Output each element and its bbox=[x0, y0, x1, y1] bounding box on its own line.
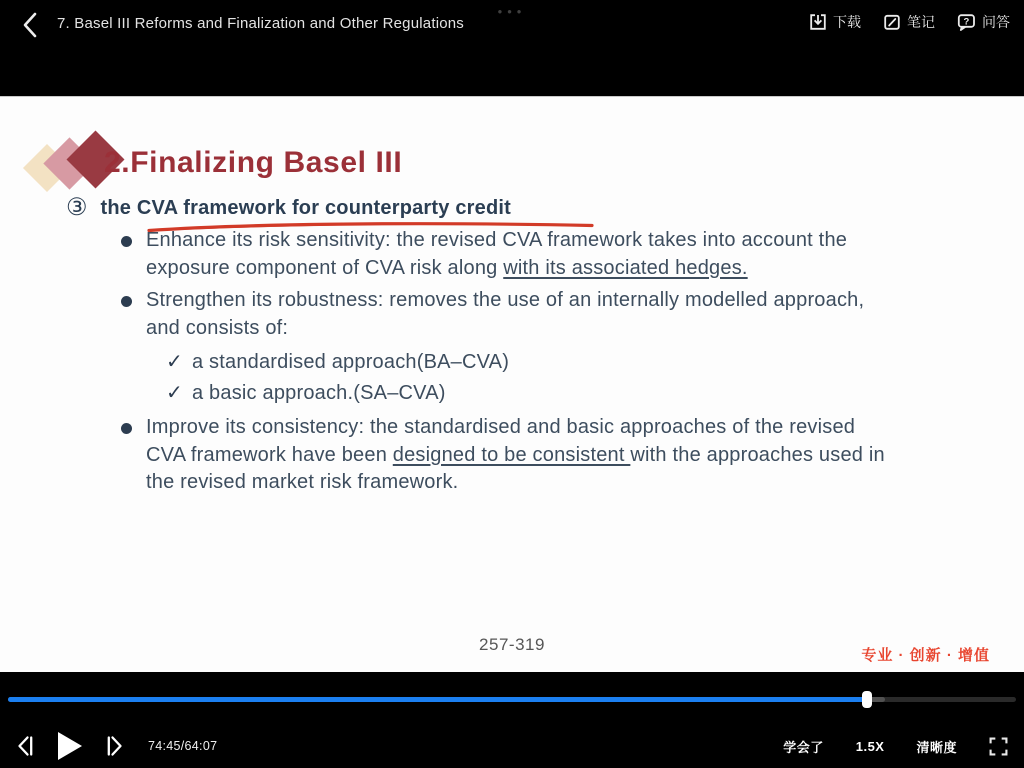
video-title: 7. Basel III Reforms and Finalization and Other Regulations bbox=[57, 15, 465, 32]
bullet-icon bbox=[121, 296, 132, 307]
skip-previous-icon bbox=[16, 735, 34, 757]
next-button[interactable] bbox=[106, 735, 124, 757]
skip-next-icon bbox=[106, 735, 124, 757]
progress-bar[interactable] bbox=[8, 697, 1016, 702]
slide-heading-row bbox=[66, 196, 511, 220]
qa-label: 问答 bbox=[982, 14, 1010, 30]
bullet1-text: Enhance its risk sensitivity: the revised CVA framework takes into account the exposure component of CVA risk along bbox=[146, 229, 848, 279]
play-icon bbox=[58, 732, 82, 760]
bullet1-underlined-text: with its associated hedges. bbox=[503, 256, 748, 279]
top-bar bbox=[0, 0, 1024, 96]
learned-button[interactable]: 学会了 bbox=[783, 739, 824, 755]
download-button[interactable] bbox=[809, 12, 861, 32]
bullet-icon bbox=[121, 423, 132, 434]
download-icon bbox=[809, 13, 827, 31]
bullet3-text: Improve its consistency: the standardised and basic approaches of the revised CVA framework have been bbox=[146, 416, 856, 466]
bullet-icon bbox=[121, 236, 132, 247]
notes-label: 笔记 bbox=[907, 14, 935, 30]
notes-button[interactable] bbox=[883, 12, 935, 32]
qa-button[interactable] bbox=[957, 12, 1010, 32]
top-actions bbox=[809, 12, 1010, 32]
progress-handle[interactable] bbox=[862, 691, 872, 708]
time-display: 74:45/64:07 bbox=[148, 739, 218, 753]
play-button[interactable] bbox=[58, 732, 82, 760]
video-slide-area[interactable] bbox=[0, 96, 1024, 672]
check-item-1 bbox=[119, 347, 894, 378]
bullet-item-2 bbox=[119, 287, 894, 342]
check-list bbox=[119, 347, 894, 409]
slide-heading: the CVA framework for counterparty credit bbox=[100, 196, 512, 219]
check-icon: ✓ bbox=[166, 351, 183, 373]
page-number: 257-319 bbox=[479, 635, 545, 654]
svg-text:?: ? bbox=[963, 15, 970, 27]
slide-body bbox=[119, 227, 894, 502]
circled-three-icon: ③ bbox=[66, 194, 88, 221]
controls-right bbox=[783, 724, 1008, 768]
note-pencil-icon bbox=[883, 13, 901, 31]
more-dots-indicator: ••• bbox=[497, 4, 527, 19]
bullet2-text: Strengthen its robustness: removes the use of an internally modelled approach, and consists of: bbox=[146, 289, 865, 339]
brand-slogan: 专业 · 创新 · 增值 bbox=[861, 647, 990, 664]
fullscreen-icon bbox=[989, 737, 1008, 756]
check-item-2 bbox=[119, 378, 894, 409]
check1-text: a standardised approach(BA–CVA) bbox=[191, 351, 510, 373]
previous-button[interactable] bbox=[16, 735, 34, 757]
bullet3-underlined-text: designed to be consistent bbox=[392, 443, 631, 466]
bullet-item-3 bbox=[119, 414, 894, 497]
controls-left bbox=[16, 724, 217, 768]
bullet3-text-after: with the approaches used in the revised market risk framework. bbox=[146, 443, 885, 493]
check2-text: a basic approach.(SA–CVA) bbox=[191, 382, 446, 404]
check-icon: ✓ bbox=[166, 382, 183, 404]
fullscreen-button[interactable] bbox=[989, 737, 1008, 756]
playback-speed-button[interactable]: 1.5X bbox=[855, 738, 885, 754]
download-label: 下载 bbox=[833, 14, 861, 30]
slide-title: 2.Finalizing Basel III bbox=[104, 146, 403, 179]
quality-button[interactable]: 清晰度 bbox=[916, 739, 957, 755]
player-control-bar bbox=[0, 724, 1024, 768]
question-bubble-icon bbox=[957, 13, 976, 32]
progress-played bbox=[8, 697, 867, 702]
bullet-item-1 bbox=[119, 227, 894, 282]
